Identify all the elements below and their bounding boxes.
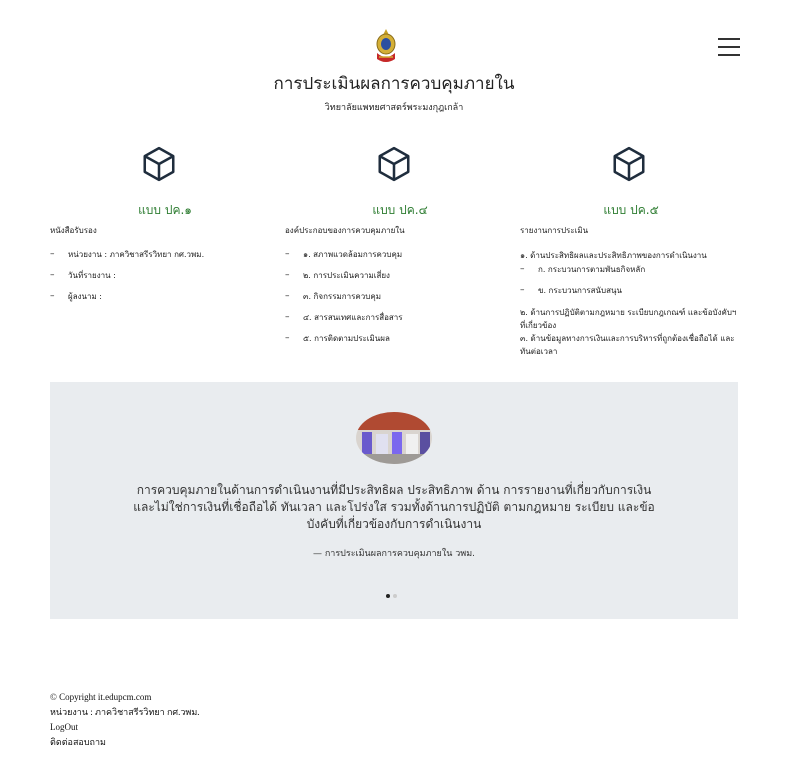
box-icon (140, 144, 180, 184)
list-item: – ๒. การประเมินความเสี่ยง (285, 270, 515, 281)
testimonial-carousel (50, 382, 738, 619)
copyright: © Copyright it.edupcm.com (50, 692, 152, 702)
list-item: – หน่วยงาน : ภาควิชาสรีรวิทยา กศ.วพม. (50, 249, 280, 260)
contact-link[interactable]: ติดต่อสอบถาม (50, 737, 106, 747)
feature-title[interactable]: แบบ ปค.๑ (138, 203, 192, 217)
report-section-2: ๒. ด้านการปฏิบัติตามกฎหมาย ระเบียบกฎเกณฑ์ และข้อบังคับฯ ที่เกี่ยวข้อง (520, 308, 737, 330)
emblem-icon (371, 27, 401, 67)
hamburger-icon[interactable] (718, 38, 740, 56)
report-section-1: ๑. ด้านประสิทธิผลและประสิทธิภาพของการดำเนินงาน (520, 251, 707, 260)
feature-pk5 (520, 144, 742, 358)
carousel-dot[interactable] (393, 594, 397, 598)
list-item: – ๕. การติดตามประเมินผล (285, 333, 515, 344)
feature-title[interactable]: แบบ ปค.๕ (603, 203, 659, 217)
feature-subtitle: องค์ประกอบของการควบคุมภายใน (285, 226, 405, 235)
logout-link[interactable]: LogOut (50, 722, 78, 732)
box-icon (375, 144, 415, 184)
page-title: การประเมินผลการควบคุมภายใน (273, 74, 515, 94)
report-section-3: ๓. ด้านข้อมูลทางการเงินและการบริหารที่ถูกต้องเชื่อถือได้ และทันต่อเวลา (520, 334, 735, 356)
testimonial-source: — การประเมินผลการควบคุมภายใน วพม. (312, 549, 476, 559)
feature-pk4 (285, 144, 515, 354)
carousel-dot[interactable] (386, 594, 390, 598)
feature-pk1 (50, 144, 280, 312)
page-subtitle: วิทยาลัยแพทยศาสตร์พระมงกุฎเกล้า (324, 103, 464, 113)
footer-unit: หน่วยงาน : ภาควิชาสรีรวิทยา กศ.วพม. (50, 707, 200, 717)
list-item: – ผู้ลงนาม : (50, 291, 280, 302)
feature-title[interactable]: แบบ ปค.๔ (372, 203, 428, 217)
carousel-dots (386, 583, 400, 602)
list-item: – วันที่รายงาน : (50, 270, 280, 281)
testimonial-quote: การควบคุมภายในด้านการดำเนินงานที่มีประสิทธิผล ประสิทธิภาพ ด้าน การรายงานที่เกี่ยวกับการเงิน และไม่ใช่การเงินที่เชื่อถือได้ ทันเวลา และโปร่งใส รวมทั้งด้านการปฏิบัติ ตามกฎหมาย ระเบียบ และข้อบังคับที่เกี่ยวข้องกับการดำเนินงาน (133, 483, 655, 531)
footer (50, 690, 200, 750)
list-item: – ๑. สภาพแวดล้อมการควบคุม (285, 249, 515, 260)
feature-subtitle: รายงานการประเมิน (520, 226, 589, 235)
list-item: – ๔. สารสนเทศและการสื่อสาร (285, 312, 515, 323)
list-item: – ก. กระบวนการตามพันธกิจหลัก (520, 264, 742, 275)
feature-subtitle: หนังสือรับรอง (50, 226, 97, 235)
testimonial-photo (356, 412, 432, 464)
list-item: – ๓. กิจกรรมการควบคุม (285, 291, 515, 302)
list-item: – ข. กระบวนการสนับสนุน (520, 285, 742, 296)
box-icon (610, 144, 650, 184)
